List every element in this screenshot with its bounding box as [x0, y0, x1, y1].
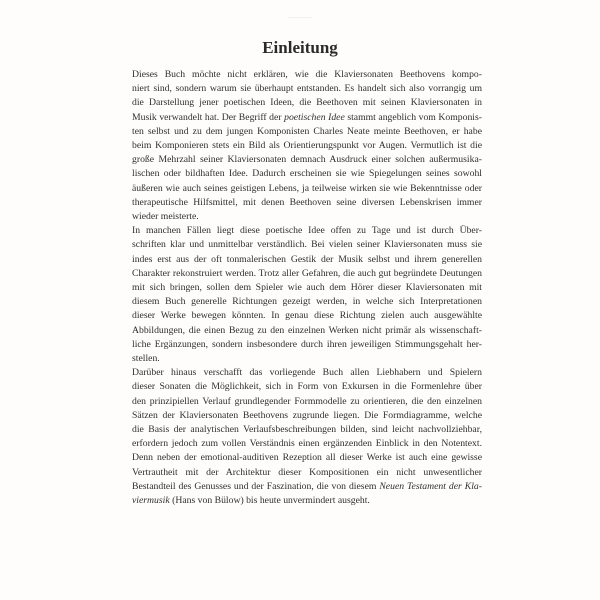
text-line — [118, 338, 482, 352]
text-segment: diesem Buch generelle Richtungen gezeigt werden, in welche sich Interpretationen — [132, 296, 482, 308]
text-line — [118, 409, 482, 423]
text-segment: den prinzipiellen Verlauf grundlegender Formmodelle zu orientieren, die den einzelnen — [132, 395, 482, 407]
text-line — [118, 451, 482, 465]
text-line — [118, 68, 482, 82]
text-segment: liche Ergänzungen, sondern insbesondere durch ihren jeweiligen Stimmungsgehalt her- — [132, 338, 482, 350]
text-segment: die Basis der analytischen Verlaufsbeschreibungen bilden, sind leicht nachvollziehbar, — [132, 424, 482, 436]
text-line — [118, 196, 482, 210]
page-title: Einleitung — [262, 38, 338, 57]
text-segment: therapeutische Hilfsmittel, mit denen Beethoven seine diversen Lebenskrisen immer — [132, 196, 482, 208]
paragraph — [118, 68, 482, 224]
text-segment: Sätzen der Klaviersonaten Beethovens zugrunde liegen. Die Formdiagramme, welche — [132, 409, 482, 421]
text-segment: große Mehrzahl seiner Klaviersonaten demnach Ausdruck einer solchen außermusika- — [132, 154, 482, 166]
text-segment: Charakter rekonstruiert werden. Trotz aller Gefahren, die auch gut begründete Deutungen — [132, 267, 482, 279]
text-line — [118, 238, 482, 252]
text-line — [118, 153, 482, 167]
text-segment: ten selbst und zu dem jungen Komponisten Charles Neate meinte Beethoven, er habe — [132, 125, 482, 137]
text-segment: indes erst aus der oft tonmalerischen Gestik der Musik selbst und ihrem generellen — [132, 253, 482, 265]
text-line — [118, 309, 482, 323]
text-line — [118, 125, 482, 139]
text-segment: die Darstellung jener poetischen Ideen, die Beethoven mit seinen Klaviersonaten in — [132, 97, 482, 109]
text-line — [118, 167, 482, 181]
text-segment: wieder meisterte. — [132, 211, 199, 223]
text-line — [118, 139, 482, 153]
text-segment: Darüber hinaus verschafft das vorliegende Buch allen Liebhabern und Spielern — [132, 367, 482, 379]
text-segment: dieser Sonaten die Möglichkeit, sich in Form von Exkursen in die Formenlehre über — [132, 381, 482, 393]
italic-term: viermusik — [132, 495, 170, 507]
text-line — [118, 395, 482, 409]
text-segment: Abbildungen, die einen Bezug zu den einzelnen Werken nicht primär als wissenschaft- — [132, 324, 482, 336]
text-line — [118, 437, 482, 451]
text-line — [118, 281, 482, 295]
text-line — [118, 111, 482, 125]
text-segment: Musik verwandelt hat. Der Begriff der — [132, 111, 285, 123]
text-segment: (Hans von Bülow) bis heute unvermindert ausgeht. — [169, 495, 370, 507]
text-segment: Dieses Buch möchte nicht erklären, wie die Klaviersonaten Beethovens kompo- — [132, 69, 482, 80]
italic-term: Neuen Testament der Kla- — [379, 480, 482, 492]
italic-term: poetischen Idee — [284, 111, 345, 123]
text-line — [118, 82, 482, 96]
text-line — [118, 324, 482, 338]
text-line — [118, 423, 482, 437]
text-segment: schriften klar und unmittelbar verständlich. Bei vielen seiner Klaviersonaten muss sie — [132, 239, 482, 251]
text-line — [118, 366, 482, 380]
text-line — [118, 480, 482, 494]
text-segment: Denn neben der emotional-auditiven Rezeption all dieser Werke ist auch eine gewisse — [132, 452, 482, 464]
running-header: ——— — [288, 12, 312, 21]
text-line — [118, 210, 482, 224]
text-segment: dieser Werke bewegen könnten. In genau diese Richtung zielen auch ausgewählte — [132, 310, 482, 322]
text-segment: stellen. — [132, 353, 160, 365]
text-line — [118, 466, 482, 480]
text-segment: erfordern jedoch zum vollen Verständnis einen ergänzenden Einblick in den Notentext. — [132, 438, 482, 450]
text-segment: Vertrautheit mit der Architektur dieser Kompositionen ein nicht unwesentlicher — [132, 466, 482, 478]
paragraph — [118, 224, 482, 366]
text-line — [118, 182, 482, 196]
text-line — [118, 96, 482, 110]
text-line — [118, 380, 482, 394]
text-segment: äußeren wie auch seines geistigen Lebens, ja teilweise wirken sie wie Bekenntnisse oder — [132, 182, 482, 194]
text-segment: mit sich bringen, sollen dem Spieler wie auch dem Hörer dieser Klaviersonaten mit — [132, 282, 482, 294]
text-segment: lischen oder bildhaften Idee. Dadurch erscheinen sie wie Spiegelungen seines sowohl — [132, 168, 482, 180]
text-segment: stammt angeblich vom Komponis- — [344, 111, 482, 123]
text-segment: Bestandteil des Genusses und der Faszination, die von diesem — [132, 480, 380, 492]
paragraph — [118, 366, 482, 508]
text-line — [118, 224, 482, 238]
body-text — [118, 68, 482, 508]
text-line — [118, 494, 482, 508]
text-segment: niert sind, sondern warum sie überhaupt entstanden. Es handelt sich also vorrangig um — [132, 83, 482, 95]
text-line — [118, 267, 482, 281]
text-line — [118, 253, 482, 267]
text-segment: beim Komponieren stets ein Bild als Orientierungspunkt vor Augen. Vermutlich ist die — [132, 140, 482, 152]
text-line — [118, 352, 482, 366]
text-segment: In manchen Fällen liegt diese poetische Idee offen zu Tage und ist durch Über- — [132, 225, 482, 237]
text-line — [118, 295, 482, 309]
